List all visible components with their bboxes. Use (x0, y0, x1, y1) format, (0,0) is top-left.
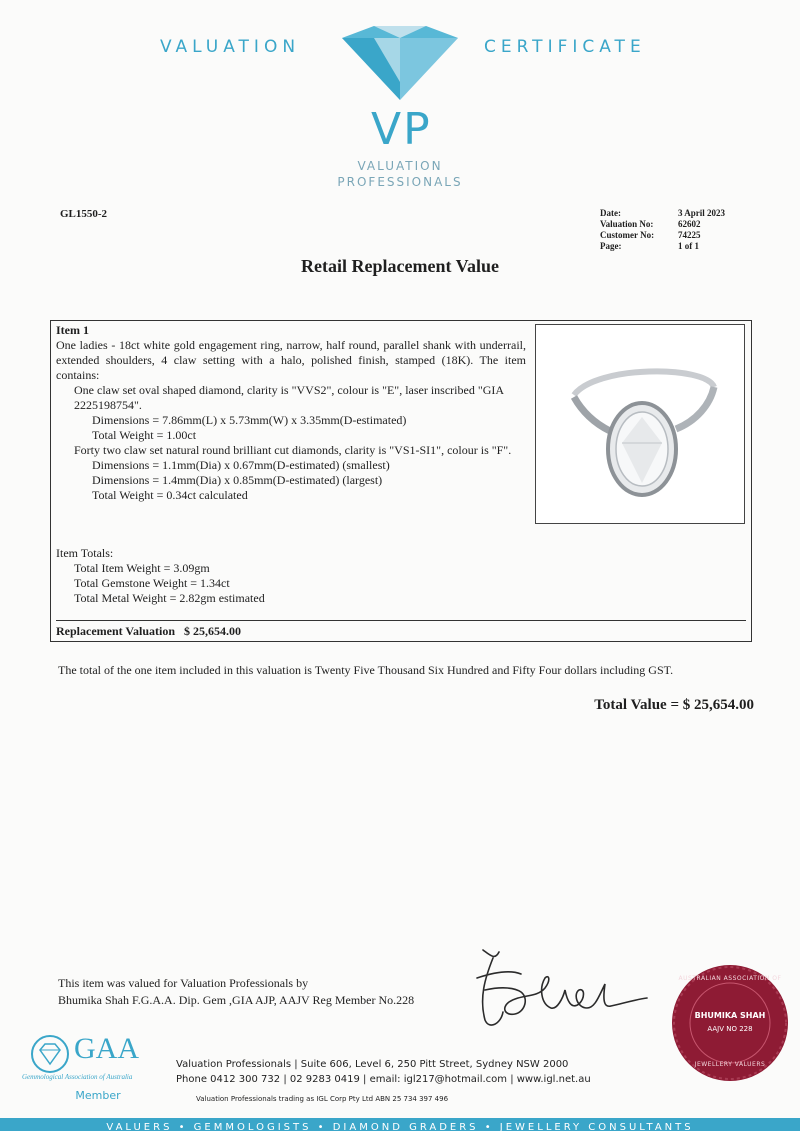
meta-values (678, 208, 768, 252)
valuation-no-value: 62602 (678, 219, 701, 229)
logo-letters: VP (371, 104, 432, 155)
total-item-weight: Total Item Weight = 3.09gm (74, 561, 210, 575)
meta-labels (600, 208, 680, 252)
item-details (56, 323, 526, 503)
item-heading: Item 1 (56, 323, 89, 337)
gaa-full-name: Gemmological Association of Australia (22, 1073, 133, 1081)
item-description: One ladies - 18ct white gold engagement ring, narrow, half round, parallel shank with underrail, extended shoulders, 4 claw setting with a halo, polished finish, stamped (18K). The item contains: (56, 338, 526, 382)
ring-photo (535, 324, 745, 524)
header-left-word: VALUATION (160, 37, 301, 57)
replacement-value: $ 25,654.00 (184, 624, 242, 638)
stone2-dimensions-smallest: Dimensions = 1.1mm(Dia) x 0.67mm(D-estimated) (smallest) (92, 458, 390, 472)
replacement-valuation (56, 624, 241, 639)
stone1-weight: Total Weight = 1.00ct (92, 428, 197, 442)
date-label: Date: (600, 208, 621, 218)
seal-name: BHUMIKA SHAH (694, 1011, 766, 1020)
header-right-word: CERTIFICATE (484, 37, 646, 57)
stone2-dimensions-largest: Dimensions = 1.4mm(Dia) x 0.85mm(D-estimated) (largest) (92, 473, 383, 487)
valuer-seal (670, 963, 790, 1083)
valuer-line1: This item was valued for Valuation Professionals by (58, 976, 309, 990)
gaa-letters: GAA (74, 1032, 139, 1065)
page-title: Retail Replacement Value (301, 256, 499, 276)
diamond-logo-icon (334, 22, 466, 102)
total-gemstone-weight: Total Gemstone Weight = 1.34ct (74, 576, 230, 590)
gaa-member: Member (75, 1089, 121, 1102)
replacement-label: Replacement Valuation (56, 624, 176, 638)
total-metal-weight: Total Metal Weight = 2.82gm estimated (74, 591, 265, 605)
date-value: 3 April 2023 (678, 208, 726, 218)
total-value: Total Value = $ 25,654.00 (594, 697, 754, 713)
valuer-line2: Bhumika Shah F.G.A.A. Dip. Gem ,GIA AJP, AAJV Reg Member No.228 (58, 993, 415, 1007)
seal-ring-bottom: JEWELLERY VALUERS (694, 1061, 766, 1068)
seal-ring-top: AUSTRALIAN ASSOCIATION OF (678, 975, 782, 982)
page-value: 1 of 1 (678, 241, 699, 251)
footer-contact: Phone 0412 300 732 | 02 9283 0419 | email: igl217@hotmail.com | www.igl.net.au (176, 1074, 591, 1085)
seal-number: AAJV NO 228 (707, 1025, 753, 1033)
footer-address: Valuation Professionals | Suite 606, Level 6, 250 Pitt Street, Sydney NSW 2000 (176, 1059, 569, 1070)
logo-line1: VALUATION (357, 159, 443, 173)
stone1-dimensions: Dimensions = 7.86mm(L) x 5.73mm(W) x 3.35mm(D-estimated) (92, 413, 407, 427)
valuer-statement (58, 975, 414, 1009)
item-totals-heading: Item Totals: (56, 546, 114, 560)
item-totals (56, 546, 456, 606)
customer-no-label: Customer No: (600, 230, 655, 240)
valuation-no-label: Valuation No: (600, 219, 654, 229)
footer-bar: VALUERS • GEMMOLOGISTS • DIAMOND GRADERS • JEWELLERY CONSULTANTS (0, 1118, 800, 1131)
ring-icon (536, 325, 744, 523)
gaa-diamond-icon (30, 1034, 70, 1074)
reference-number: GL1550-2 (60, 208, 108, 220)
footer-legal: Valuation Professionals trading as IGL Corp Pty Ltd ABN 25 734 397 496 (196, 1095, 449, 1103)
stone2-weight: Total Weight = 0.34ct calculated (92, 488, 248, 502)
stone2-text: Forty two claw set natural round brilliant cut diamonds, clarity is "VS1-SI1", colour is "F". (74, 443, 512, 457)
replacement-divider (56, 620, 746, 621)
valuation-summary: The total of the one item included in this valuation is Twenty Five Thousand Six Hundred and Fifty Four dollars including GST. (58, 663, 674, 677)
page-label: Page: (600, 241, 622, 251)
customer-no-value: 74225 (678, 230, 701, 240)
logo-line2: PROFESSIONALS (337, 175, 463, 189)
stone1-text: One claw set oval shaped diamond, clarity is "VVS2", colour is "E", laser inscribed "GIA 2225198754". (74, 383, 504, 412)
signature (455, 938, 655, 1038)
